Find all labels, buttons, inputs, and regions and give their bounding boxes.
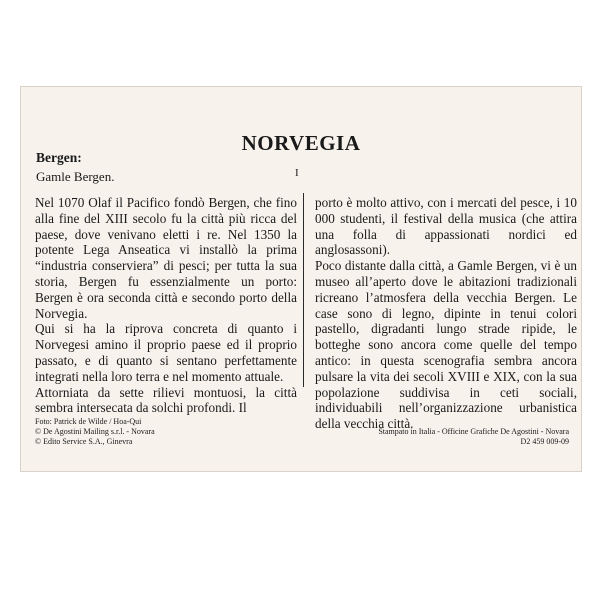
credit-line: Foto: Patrick de Wilde / Hoa-Qui [35, 417, 142, 426]
place-name: Bergen: [36, 150, 82, 165]
credit-line: Stampato in Italia - Officine Grafiche De Agostini - Novara [378, 427, 569, 436]
right-column [315, 195, 577, 432]
paragraph: Attorniata da sette rilievi montuosi, la città sembra intersecata da solchi profondi. Il [35, 384, 297, 416]
paragraph: porto è molto attivo, con i mercati del pesce, i 10 000 studenti, il festival della musica (che attira una folla di appassionati nordici ed anglosassoni). [315, 195, 577, 258]
page-number: I [295, 167, 299, 179]
column-divider [303, 193, 304, 387]
page-title: NORVEGIA [241, 131, 361, 155]
credit-line: © De Agostini Mailing s.r.l. - Novara [35, 427, 155, 436]
credit-line: © Edito Service S.A., Ginevra [35, 437, 133, 446]
subtitle: Gamle Bergen. [36, 169, 115, 184]
credit-line: D2 459 009-09 [520, 437, 569, 446]
paragraph: Nel 1070 Olaf il Pacifico fondò Bergen, che fino alla fine del XIII secolo fu la città più ricca del paese, dove venivano eletti i re. Nel 1350 la potente Lega Anseatica vi installò la prima “industria conserviera” di pesci; per tutta la sua storia, Bergen fu essenzialmente un porto: Bergen è ora seconda città e secondo porto della Norvegia. [35, 195, 297, 321]
paragraph: Poco distante dalla città, a Gamle Bergen, vi è un museo all’aperto dove le abitazioni tradizionali ricreano l’atmosfera della vecchia Bergen. Le case sono di legno, dipinte in tenui colori pastello, digradanti lungo strade ripide, le botteghe sono ancora come quelle del tempo antico: in questa scenografia sembra ancora pulsare la vita dei secoli XVIII e XIX, con la sua popolazione suddivisa in ceti sociali, individuabili nell’organizzazione urbanistica della vecchia città. [315, 258, 577, 432]
printer-credits [378, 427, 569, 447]
card [20, 86, 582, 472]
left-column [35, 195, 297, 416]
photo-credits [35, 417, 155, 447]
paragraph: Qui si ha la riprova concreta di quanto i Norvegesi amino il proprio paese ed il proprio passato, e di quanto si sentano perfettamente integrati nella loro terra e nel momento attuale. [35, 321, 297, 384]
